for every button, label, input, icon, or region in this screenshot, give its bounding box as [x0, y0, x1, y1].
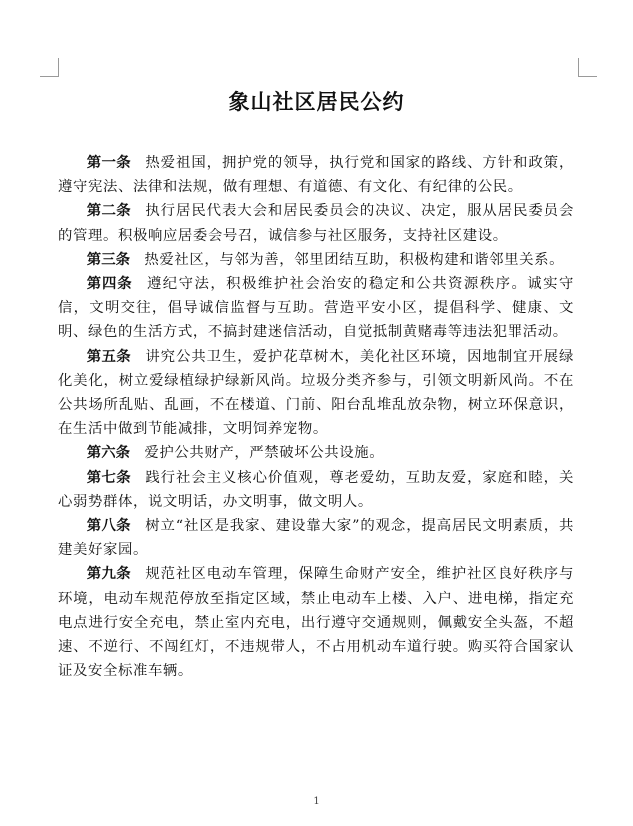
article-2: [58, 199, 574, 247]
article-text: 规范社区电动车管理，保障生命财产安全，维护社区良好秩序与环境，电动车规范停放至指定区域，禁止电动车上楼、入户、进电梯，指定充电点进行安全充电，禁止室内充电，出行遵守交通规则，佩戴安全头盔，不超速、不逆行、不闯红灯，不违规带人，不占用机动车道行驶。购买符合国家认证及安全标准车辆。: [58, 566, 574, 680]
article-6: [58, 441, 574, 465]
article-1: [58, 151, 574, 199]
crop-mark-top-left: [40, 58, 59, 77]
article-text: 讲究公共卫生，爱护花草树木，美化社区环境，因地制宜开展绿化美化，树立爱绿植绿护绿新风尚。垃圾分类齐参与，引领文明新风尚。不在公共场所乱贴、乱画，不在楼道、门前、阳台乱堆乱放杂物，树立环保意识，在生活中做到节能减排，文明饲养宠物。: [58, 348, 574, 438]
article-label: 第六条: [86, 445, 130, 462]
article-text: 热爱社区，与邻为善，邻里团结互助，积极构建和谐邻里关系。: [144, 251, 565, 268]
article-label: 第九条: [86, 566, 131, 583]
article-label: 第五条: [86, 348, 131, 365]
article-label: 第四条: [86, 276, 133, 293]
article-3: [58, 248, 574, 272]
article-label: 第一条: [86, 155, 131, 171]
article-text: 践行社会主义核心价值观，尊老爱幼，互助友爱，家庭和睦，关心弱势群体，说文明话，办文明事，做文明人。: [58, 469, 574, 510]
article-label: 第七条: [86, 469, 131, 486]
article-label: 第二条: [86, 203, 131, 220]
article-text: 爱护公共财产，严禁破坏公共设施。: [144, 445, 385, 462]
document-title: 象山社区居民公约: [228, 90, 405, 114]
article-text: 热爱祖国，拥护党的领导，执行党和国家的路线、方针和政策，遵守宪法、法律和法规，做有理想、有道德、有文化、有纪律的公民。: [58, 155, 574, 196]
article-text: 遵纪守法，积极维护社会治安的稳定和公共资源秩序。诚实守信，文明交往，倡导诚信监督与互助。营造平安小区，提倡科学、健康、文明、绿色的生活方式，不搞封建迷信活动，自觉抵制黄赌毒等违法犯罪活动。: [58, 276, 574, 341]
article-text: 执行居民代表大会和居民委员会的决议、决定，服从居民委员会的管理。积极响应居委会号召，诚信参与社区服务，支持社区建设。: [58, 203, 574, 244]
document-body: [58, 151, 574, 683]
article-7: [58, 466, 574, 514]
crop-mark-top-right: [578, 58, 597, 77]
page-number: 1: [313, 796, 320, 807]
article-8: [58, 514, 574, 562]
article-4: [58, 272, 574, 345]
article-9: [58, 562, 574, 683]
article-text: 树立“社区是我家、建设靠大家”的观念，提高居民文明素质，共建美好家园。: [58, 518, 574, 559]
article-label: 第三条: [86, 251, 130, 268]
article-label: 第八条: [86, 518, 131, 535]
article-5: [58, 345, 574, 442]
